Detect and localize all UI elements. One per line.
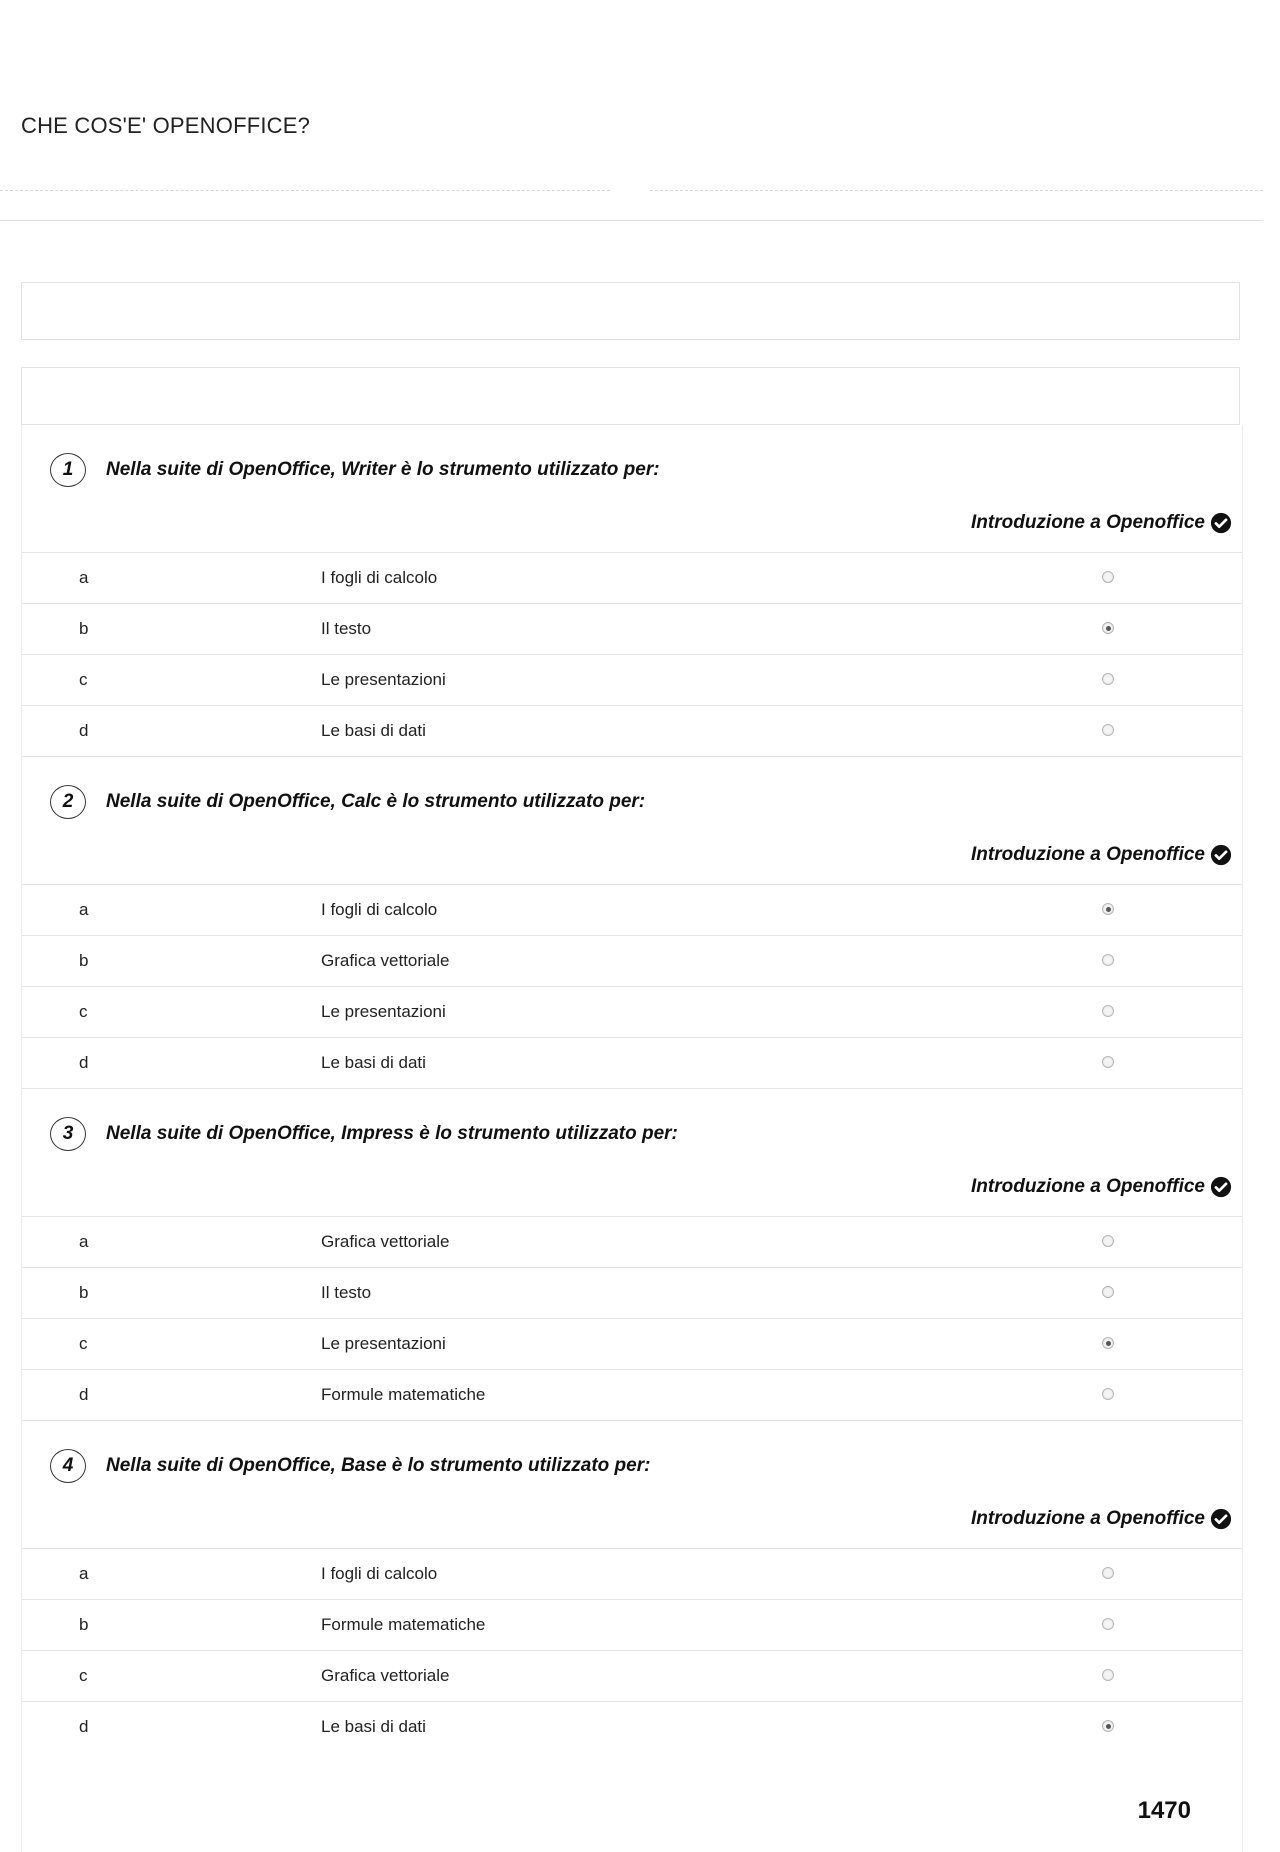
option-text: I fogli di calcolo xyxy=(321,900,438,919)
question-number-badge: 1 xyxy=(50,453,86,487)
option-letter: a xyxy=(79,900,89,919)
option-radio[interactable] xyxy=(1102,1056,1114,1068)
option-letter: c xyxy=(79,1666,88,1685)
question-header xyxy=(22,1089,1242,1217)
option-letter: c xyxy=(79,670,88,689)
option-letter: d xyxy=(79,1053,89,1072)
option-text: Le presentazioni xyxy=(321,1002,446,1021)
option-text: Formule matematiche xyxy=(321,1385,486,1404)
option-text: Grafica vettoriale xyxy=(321,951,450,970)
option-radio[interactable] xyxy=(1102,1235,1114,1247)
question-header xyxy=(22,757,1242,885)
answer-row[interactable] xyxy=(22,706,1242,757)
check-circle-icon xyxy=(1210,1508,1232,1530)
check-circle-icon xyxy=(1210,844,1232,866)
option-letter: a xyxy=(79,568,89,587)
question-2 xyxy=(22,757,1242,1089)
question-3 xyxy=(22,1089,1242,1421)
option-letter: c xyxy=(79,1334,88,1353)
option-radio[interactable] xyxy=(1102,571,1114,583)
option-radio[interactable] xyxy=(1102,954,1114,966)
answer-row[interactable] xyxy=(22,1600,1242,1651)
page-number: 1470 xyxy=(1137,1797,1191,1824)
question-topic xyxy=(971,844,1232,866)
option-radio[interactable] xyxy=(1102,1567,1114,1579)
option-radio[interactable] xyxy=(1102,724,1114,736)
option-radio-selected[interactable] xyxy=(1102,622,1114,634)
question-text: Nella suite di OpenOffice, Calc è lo strumento utilizzato per: xyxy=(106,791,646,812)
question-text: Nella suite di OpenOffice, Writer è lo strumento utilizzato per: xyxy=(106,459,660,480)
option-radio[interactable] xyxy=(1102,673,1114,685)
answer-row[interactable] xyxy=(22,1549,1242,1600)
option-letter: a xyxy=(79,1564,89,1583)
option-text: Le basi di dati xyxy=(321,1717,426,1736)
option-letter: b xyxy=(79,619,89,638)
option-text: Grafica vettoriale xyxy=(321,1232,450,1251)
answer-row[interactable] xyxy=(22,1651,1242,1702)
option-text: Le presentazioni xyxy=(321,670,446,689)
answer-row[interactable] xyxy=(22,936,1242,987)
option-text: Grafica vettoriale xyxy=(321,1666,450,1685)
dashed-divider-left xyxy=(0,190,610,191)
option-radio-selected[interactable] xyxy=(1102,903,1114,915)
option-text: I fogli di calcolo xyxy=(321,1564,438,1583)
option-radio[interactable] xyxy=(1102,1388,1114,1400)
option-text: Il testo xyxy=(321,619,372,638)
topic-label: Introduzione a Openoffice xyxy=(971,844,1205,865)
question-header xyxy=(22,425,1242,553)
option-radio-selected[interactable] xyxy=(1102,1720,1114,1732)
topic-label: Introduzione a Openoffice xyxy=(971,512,1205,533)
empty-panel-header xyxy=(21,367,1240,425)
page-footer xyxy=(22,1752,1242,1852)
question-text: Nella suite di OpenOffice, Impress è lo strumento utilizzato per: xyxy=(106,1123,678,1144)
topic-label: Introduzione a Openoffice xyxy=(971,1176,1205,1197)
option-letter: d xyxy=(79,1717,89,1736)
option-text: Le basi di dati xyxy=(321,1053,426,1072)
option-text: I fogli di calcolo xyxy=(321,568,438,587)
answer-row[interactable] xyxy=(22,1217,1242,1268)
option-letter: b xyxy=(79,1615,89,1634)
question-number-badge: 4 xyxy=(50,1449,86,1483)
question-topic xyxy=(971,1176,1232,1198)
page-title: CHE COS'E' OPENOFFICE? xyxy=(21,113,311,138)
option-radio[interactable] xyxy=(1102,1005,1114,1017)
option-text: Formule matematiche xyxy=(321,1615,486,1634)
question-1 xyxy=(22,425,1242,757)
answer-row[interactable] xyxy=(22,885,1242,936)
option-letter: b xyxy=(79,1283,89,1302)
question-topic xyxy=(971,1508,1232,1530)
empty-panel-top xyxy=(21,282,1240,340)
option-letter: d xyxy=(79,721,89,740)
option-text: Le presentazioni xyxy=(321,1334,446,1353)
answer-row[interactable] xyxy=(22,1370,1242,1421)
option-radio[interactable] xyxy=(1102,1286,1114,1298)
option-text: Le basi di dati xyxy=(321,721,426,740)
question-number-badge: 3 xyxy=(50,1117,86,1151)
option-text: Il testo xyxy=(321,1283,372,1302)
option-letter: a xyxy=(79,1232,89,1251)
topic-label: Introduzione a Openoffice xyxy=(971,1508,1205,1529)
answer-row[interactable] xyxy=(22,604,1242,655)
answer-row[interactable] xyxy=(22,655,1242,706)
header-divider xyxy=(0,220,1263,221)
option-radio[interactable] xyxy=(1102,1618,1114,1630)
question-4 xyxy=(22,1421,1242,1752)
answer-row[interactable] xyxy=(22,553,1242,604)
check-circle-icon xyxy=(1210,512,1232,534)
question-header xyxy=(22,1421,1242,1549)
question-number-badge: 2 xyxy=(50,785,86,819)
check-circle-icon xyxy=(1210,1176,1232,1198)
dashed-divider-right xyxy=(650,190,1263,191)
option-letter: d xyxy=(79,1385,89,1404)
option-letter: c xyxy=(79,1002,88,1021)
option-radio[interactable] xyxy=(1102,1669,1114,1681)
answer-row[interactable] xyxy=(22,1702,1242,1752)
answer-row[interactable] xyxy=(22,987,1242,1038)
answer-row[interactable] xyxy=(22,1038,1242,1089)
question-topic xyxy=(971,512,1232,534)
quiz-list xyxy=(21,425,1243,1852)
option-letter: b xyxy=(79,951,89,970)
option-radio-selected[interactable] xyxy=(1102,1337,1114,1349)
answer-row[interactable] xyxy=(22,1319,1242,1370)
answer-row[interactable] xyxy=(22,1268,1242,1319)
question-text: Nella suite di OpenOffice, Base è lo strumento utilizzato per: xyxy=(106,1455,651,1476)
